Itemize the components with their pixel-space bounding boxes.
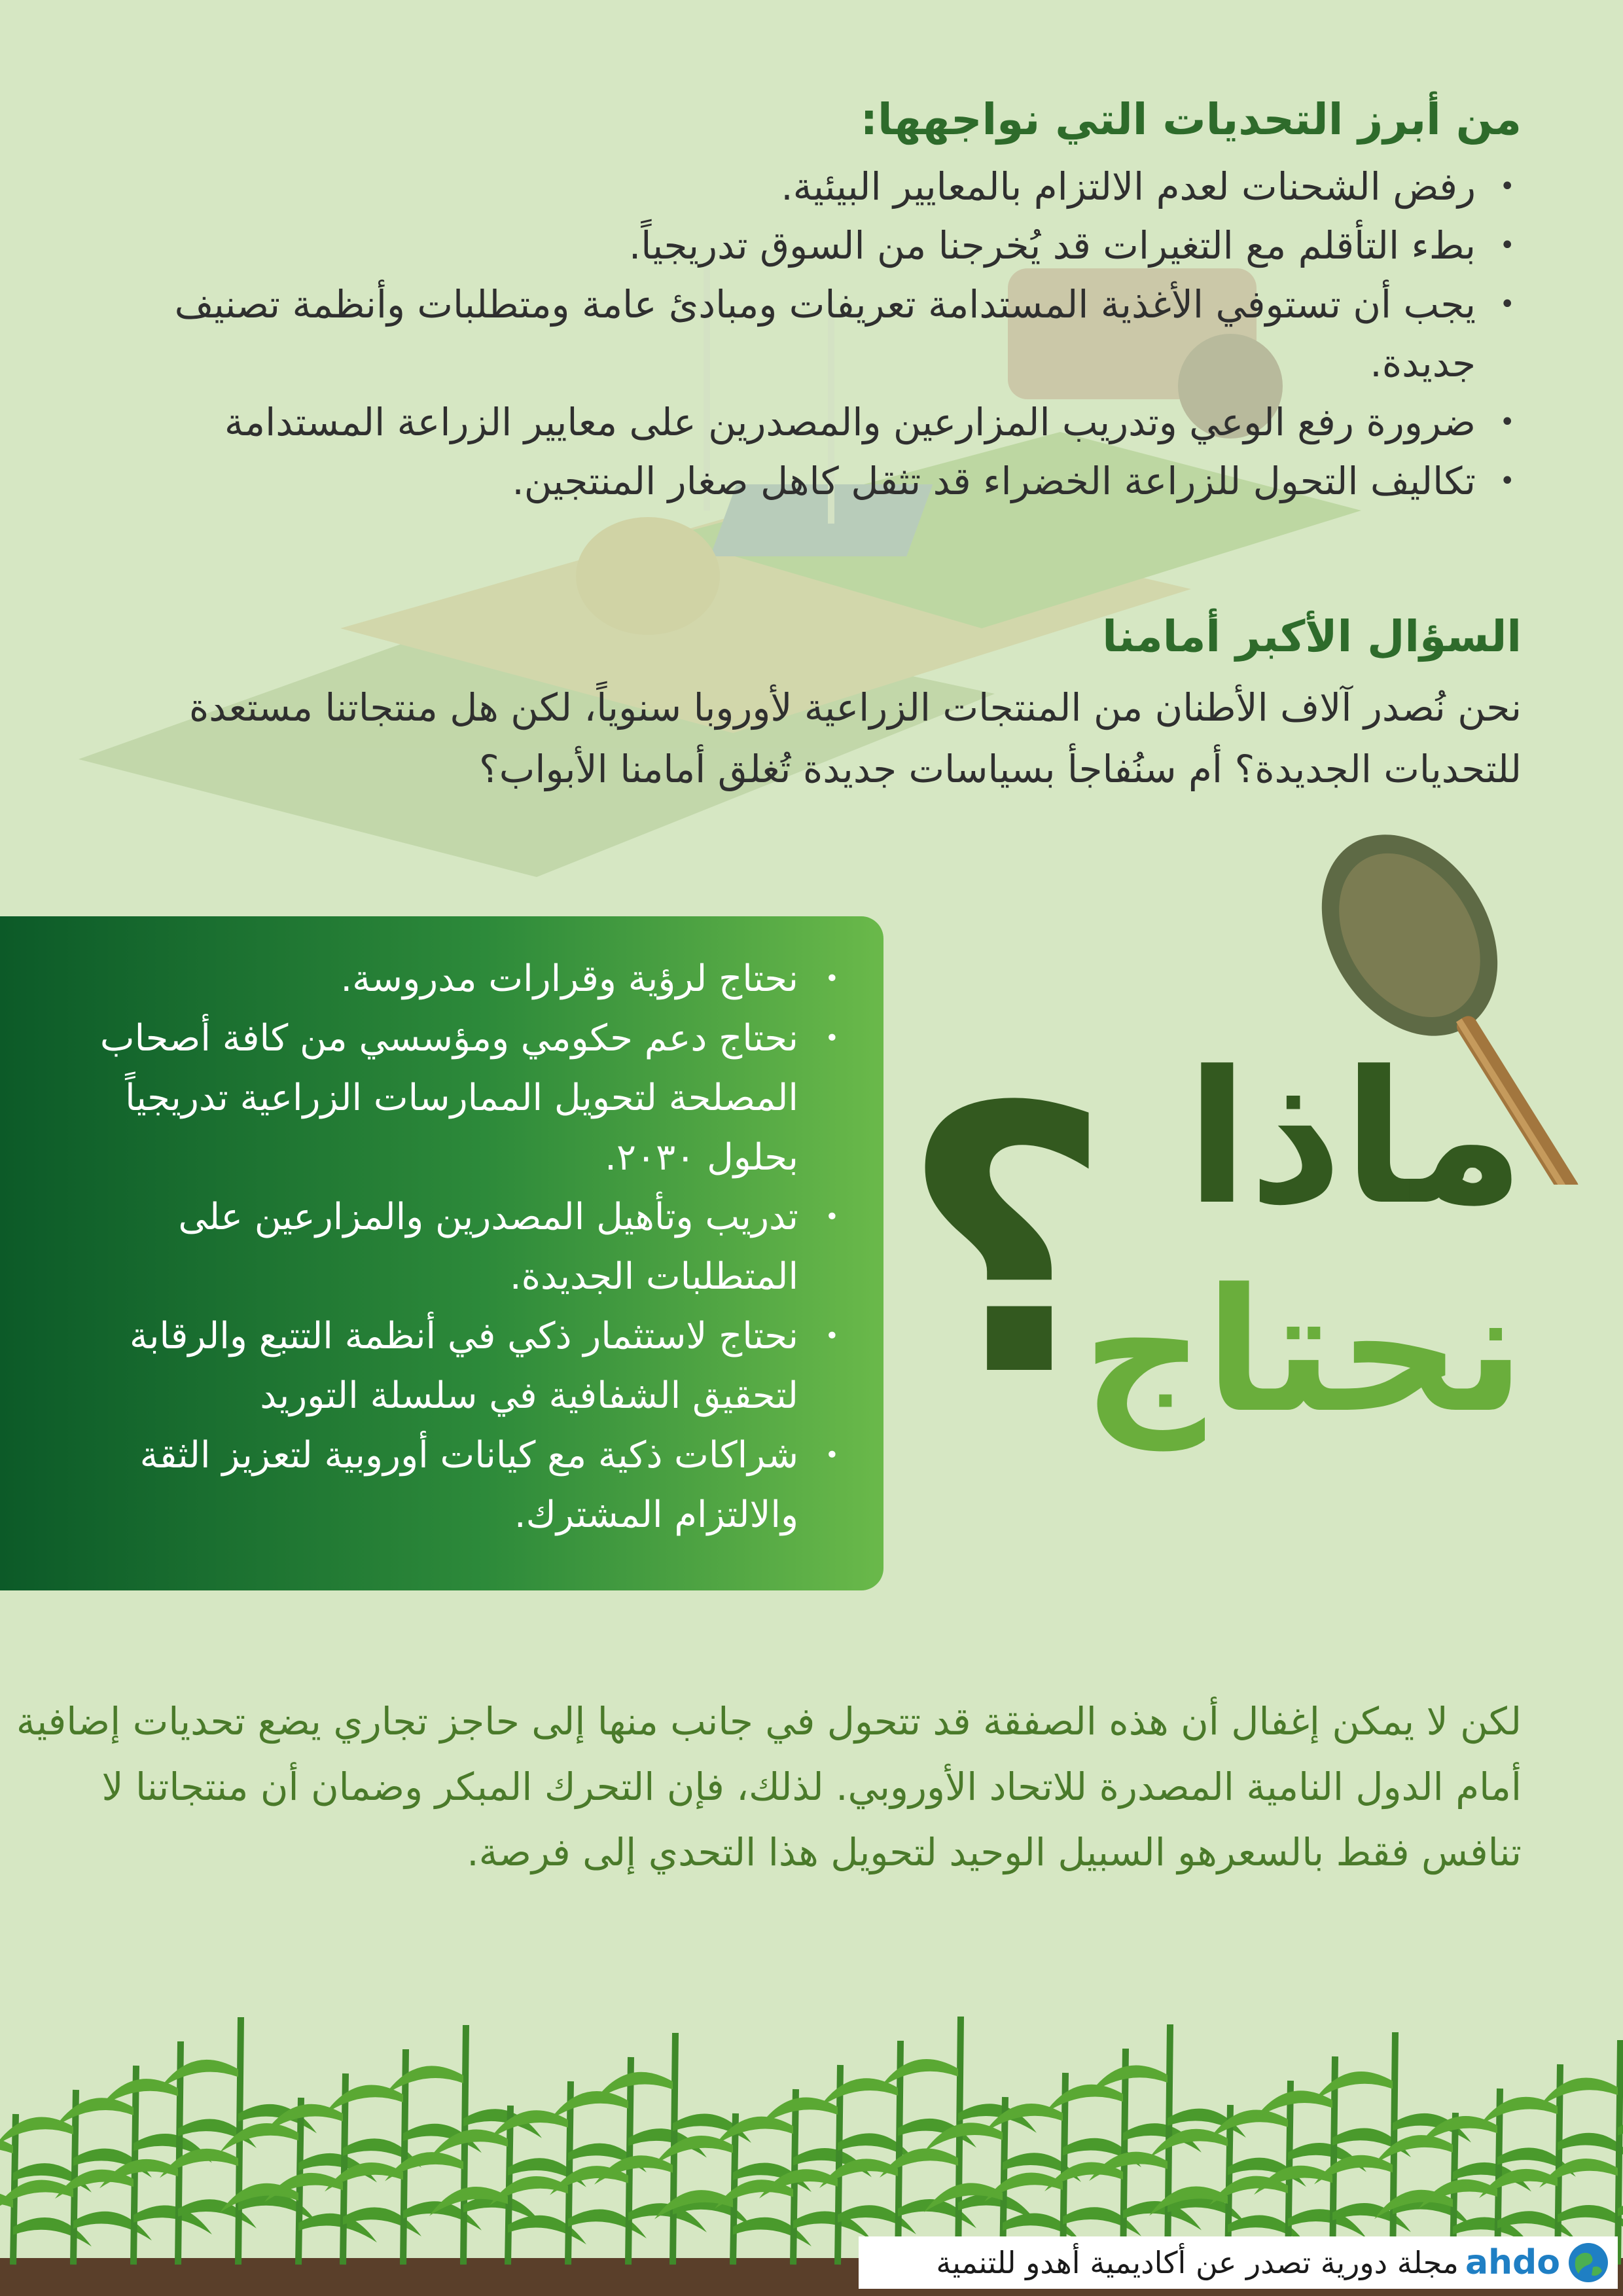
question-mark: ؟: [900, 1030, 1113, 1457]
bullet-icon: •: [825, 1204, 839, 1230]
bullet-icon: •: [1499, 406, 1515, 437]
list-item: • تكاليف التحول للزراعة الخضراء قد تثقل كاهل صغار المنتجين.: [101, 452, 1476, 511]
question-text: نحن نُصدر آلاف الأطنان من المنتجات الزراعية لأوروبا سنوياً، لكن هل منتجاتنا مستعدة للتحديات الجديدة؟ أم سنُفاجأ بسياسات جديدة تُغلق أمامنا الأبواب؟: [188, 685, 1522, 791]
question-heading: السؤال الأكبر أمامنا: [1102, 611, 1522, 662]
bullet-icon: •: [825, 1025, 839, 1052]
bullet-icon: •: [1499, 465, 1515, 496]
needs-list: [0, 916, 883, 1545]
title-what: ماذا: [1185, 1032, 1525, 1246]
bullet-icon: •: [825, 965, 839, 992]
bullet-icon: •: [1499, 230, 1515, 260]
list-item: • نحتاج لرؤية وقرارات مدروسة.: [39, 949, 798, 1009]
list-item: • بطء التأقلم مع التغيرات قد يُخرجنا من السوق تدريجياً.: [101, 216, 1476, 275]
footer-text: مجلة دورية تصدر عن أكاديمية أهدو للتنمية: [936, 2245, 1459, 2280]
title-need: نحتاج: [1082, 1253, 1525, 1450]
list-item: • تدريب وتأهيل المصدرين والمزارعين على المتطلبات الجديدة.: [39, 1187, 798, 1306]
conclusion-section: [0, 1689, 1522, 1885]
bullet-icon: •: [1499, 171, 1515, 202]
list-item: • ضرورة رفع الوعي وتدريب المزارعين والمصدرين على معايير الزراعة المستدامة: [101, 393, 1476, 452]
challenges-section: [101, 92, 1522, 511]
challenges-list: [101, 157, 1522, 511]
needs-box: [0, 916, 883, 1590]
globe-logo-icon: [1567, 2241, 1610, 2284]
footer-brand: ahdo: [1465, 2243, 1560, 2282]
question-section: [101, 609, 1522, 800]
challenges-heading: من أبرز التحديات التي نواجهها:: [860, 94, 1522, 145]
bullet-icon: •: [1499, 289, 1515, 319]
list-item: • رفض الشحنات لعدم الالتزام بالمعايير البيئية.: [101, 157, 1476, 216]
list-item: • نحتاج دعم حكومي ومؤسسي من كافة أصحاب المصلحة لتحويل الممارسات الزراعية تدريجياً بحلول ٢٠٣٠.: [39, 1009, 798, 1187]
footer-bar: [859, 2236, 1618, 2289]
bullet-icon: •: [825, 1323, 839, 1350]
list-item: • شراكات ذكية مع كيانات أوروبية لتعزيز الثقة والالتزام المشترك.: [39, 1426, 798, 1545]
conclusion-text: لكن لا يمكن إغفال أن هذه الصفقة قد تتحول في جانب منها إلى حاجز تجاري يضع تحديات إضافية أمام الدول النامية المصدرة للاتحاد الأوروبي. لذلك، فإن التحرك المبكر وضمان أن منتجاتنا لا تنافس فقط بالسعرهو السبيل الوحيد لتحويل هذا التحدي إلى فرصة.: [16, 1699, 1522, 1874]
list-item: • نحتاج لاستثمار ذكي في أنظمة التتبع والرقابة لتحقيق الشفافية في سلسلة التوريد: [39, 1306, 798, 1426]
list-item: • يجب أن تستوفي الأغذية المستدامة تعريفات ومبادئ عامة ومتطلبات وأنظمة تصنيف جديدة.: [101, 275, 1476, 393]
bullet-icon: •: [825, 1442, 839, 1469]
